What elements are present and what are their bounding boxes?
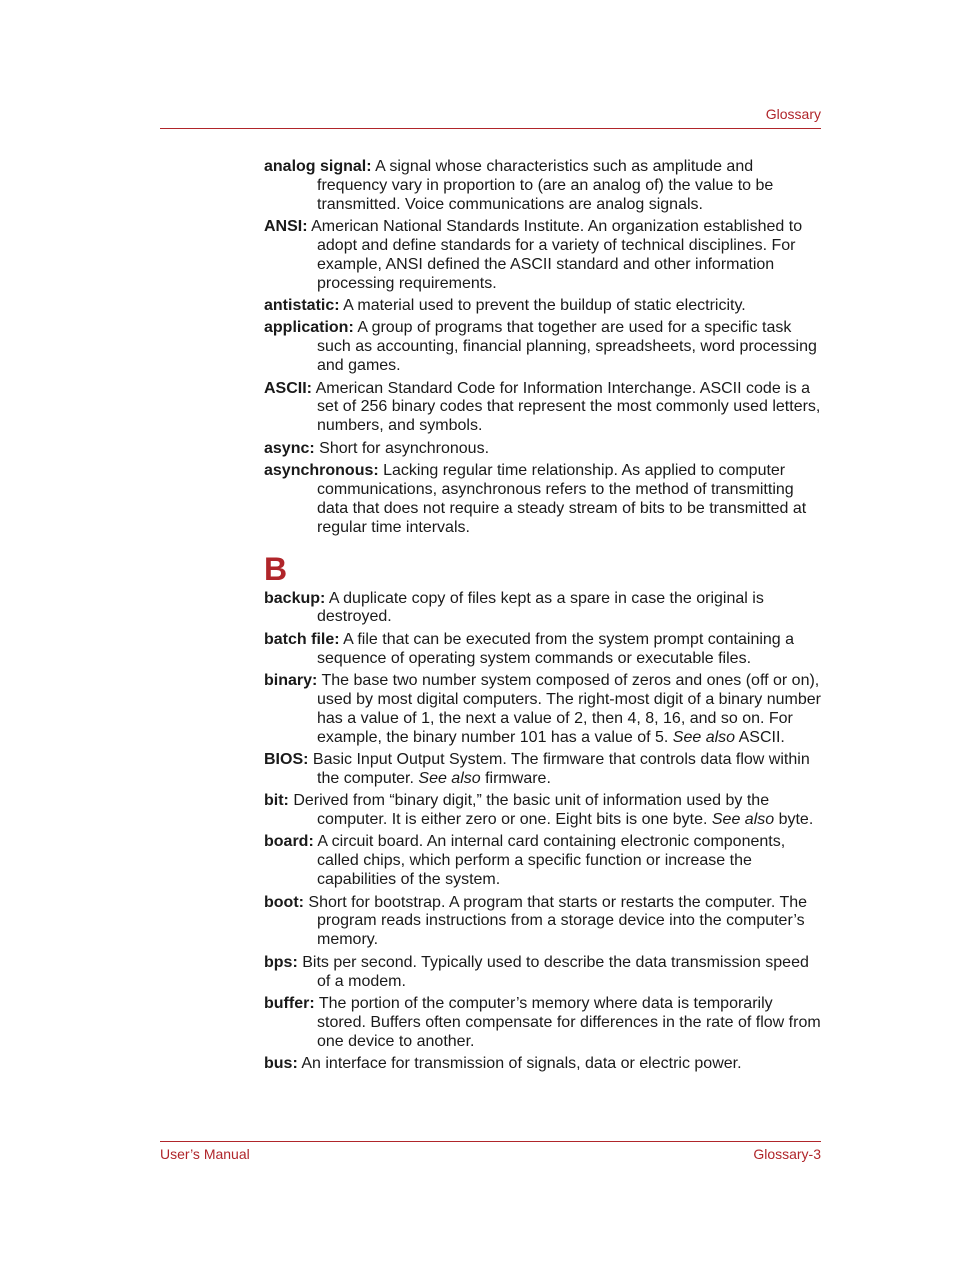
glossary-term: analog signal: <box>264 158 372 175</box>
glossary-definition: American National Standards Institute. An organization established to adopt and define standards for a variety of technical disciplines. For example, ANSI defined the ASCII standard and other information processing requirements. <box>307 218 803 292</box>
glossary-definition: Derived from “binary digit,” the basic unit of information used by the computer. It is either zero or one. Eight bits is one byte. <box>288 792 770 829</box>
glossary-entry <box>264 440 821 459</box>
glossary-content <box>264 158 821 1077</box>
glossary-term: backup: <box>264 589 326 607</box>
glossary-entry <box>264 158 821 215</box>
glossary-entry <box>264 218 821 294</box>
glossary-definition: A duplicate copy of files kept as a spare in case the original is destroyed. <box>317 589 764 626</box>
glossary-term: application: <box>264 319 354 337</box>
glossary-term: bit: <box>264 792 289 810</box>
glossary-entry <box>264 792 821 830</box>
glossary-entry <box>264 995 821 1052</box>
glossary-definition: American Standard Code for Information Interchange. ASCII code is a set of 256 binary codes that represent the most commonly used letters, numbers, and symbols. <box>312 379 821 435</box>
glossary-entry <box>264 590 821 628</box>
glossary-definition: A circuit board. An internal card containing electronic components, called chips, which perform a specific function or increase the capabilities of the system. <box>313 833 786 889</box>
glossary-definition: firmware. <box>480 769 551 787</box>
glossary-definition: Basic Input Output System. The firmware that controls data flow within the computer. <box>308 750 810 787</box>
glossary-term: async: <box>264 439 315 457</box>
glossary-entry <box>264 894 821 951</box>
glossary-term: buffer: <box>264 994 315 1012</box>
glossary-definition: Lacking regular time relationship. As applied to computer communications, asynchronous refers to the method of transmitting data that does not require a steady stream of bits to be transmitted at regular time intervals. <box>317 461 807 536</box>
glossary-definition: byte. <box>774 811 814 829</box>
glossary-term: ANSI: <box>264 218 308 236</box>
footer-manual-title: User’s Manual <box>160 1146 250 1162</box>
footer-rule <box>160 1141 821 1142</box>
glossary-term: binary: <box>264 671 318 689</box>
glossary-term: boot: <box>264 893 304 911</box>
glossary-entry <box>264 833 821 890</box>
glossary-entry <box>264 954 821 992</box>
glossary-entry <box>264 319 821 376</box>
glossary-entry <box>264 297 821 316</box>
glossary-term: batch file: <box>264 630 340 648</box>
header-rule <box>160 128 821 129</box>
glossary-definition: An interface for transmission of signals, data or electric power. <box>297 1054 742 1072</box>
glossary-term: ASCII: <box>264 379 312 397</box>
glossary-term: bps: <box>264 953 298 971</box>
glossary-term: bus: <box>264 1054 298 1072</box>
glossary-definition: Short for bootstrap. A program that starts or restarts the computer. The program reads instructions from a storage device into the computer’s memory. <box>303 893 808 949</box>
glossary-definition: A material used to prevent the buildup of static electricity. <box>339 297 746 315</box>
glossary-entry <box>264 1055 821 1074</box>
glossary-entry <box>264 462 821 538</box>
running-header-title: Glossary <box>765 106 821 122</box>
cross-reference-label: See also <box>711 811 775 829</box>
glossary-term: asynchronous: <box>264 461 379 479</box>
page-number: Glossary-3 <box>753 1146 821 1162</box>
glossary-definition: A signal whose characteristics such as amplitude and frequency vary in proportion to (are an analog of) the value to be transmitted. Voice communications are analog signals. <box>317 158 774 213</box>
glossary-entry <box>264 380 821 437</box>
cross-reference-label: See also <box>672 728 736 746</box>
glossary-definition: ASCII. <box>735 728 785 746</box>
cross-reference-label: See also <box>418 769 481 787</box>
glossary-definition: Bits per second. Typically used to describe the data transmission speed of a modem. <box>297 953 809 990</box>
glossary-entry <box>264 751 821 789</box>
glossary-term: BIOS: <box>264 750 309 768</box>
glossary-entry <box>264 631 821 669</box>
glossary-entry <box>264 672 821 748</box>
glossary-definition: A group of programs that together are used for a specific task such as accounting, financial planning, spreadsheets, word processing and games. <box>317 319 817 375</box>
glossary-definition: The base two number system composed of zeros and ones (off or on), used by most digital computers. The right-most digit of a binary number has a value of 1, the next a value of 2, then 4, 8, 16, and so on. For example, the binary number 101 has a value of 5. <box>317 671 821 746</box>
section-letter-heading: B <box>264 550 288 587</box>
glossary-term: board: <box>264 833 314 851</box>
glossary-definition: The portion of the computer’s memory where data is temporarily stored. Buffers often compensate for differences in the rate of flow from one device to another. <box>314 994 821 1050</box>
glossary-definition: A file that can be executed from the system prompt containing a sequence of operating system commands or executable files. <box>317 630 795 667</box>
glossary-term: antistatic: <box>264 297 340 315</box>
glossary-definition: Short for asynchronous. <box>314 439 490 457</box>
